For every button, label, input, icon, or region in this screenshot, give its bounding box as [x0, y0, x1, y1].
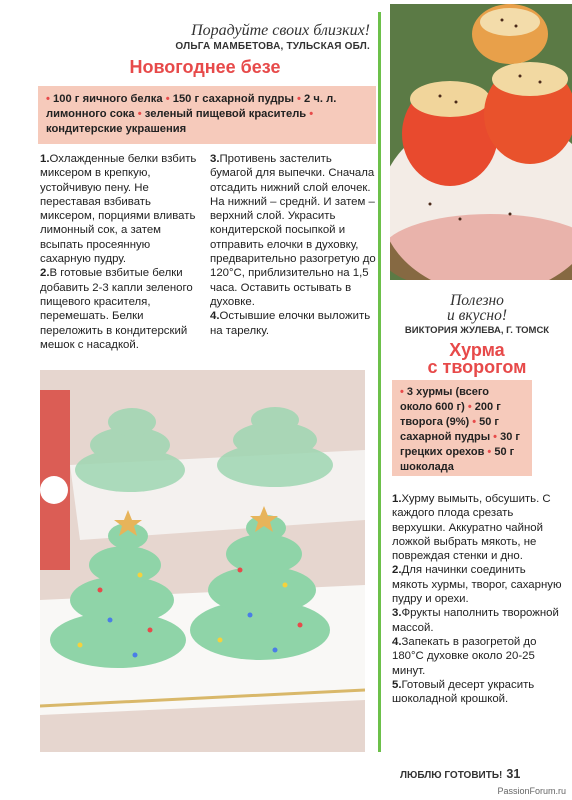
page-number: 31 — [506, 767, 521, 781]
step: 3.Фрукты наполнить творожной массой. — [392, 607, 559, 634]
ingredient: 3 хурмы (всего около 600 г) — [400, 386, 490, 413]
ingredient: 50 г шоколада — [400, 446, 515, 473]
left-tagline: Порадуйте своих близких! — [191, 22, 370, 39]
ingredient: 30 г грецких орехов — [400, 431, 520, 458]
ingredient: 50 г сахарной пудры — [400, 416, 500, 443]
right-recipe-title — [392, 342, 562, 376]
left-ingredients-box: • 100 г яичного белка • 150 г сахарной пудры • 2 ч. л. лимонного сока • зеленый пищевой краситель • кондитерские украшения — [38, 86, 376, 144]
left-steps-col1 — [40, 152, 202, 352]
column-divider — [378, 12, 381, 752]
title-line: с творогом — [427, 357, 527, 377]
ingredient: 150 г сахарной пудры — [172, 93, 294, 105]
step: 1.Хурму вымыть, обсушить. С каждого плода срезать верхушки. Аккуратно чайной ложкой выбрать мякоть, не повреждая стенки и дно. — [392, 493, 551, 563]
left-author: ОЛЬГА МАМБЕТОВА, ТУЛЬСКАЯ ОБЛ. — [175, 41, 370, 52]
left-recipe-title: Новогоднее безе — [129, 57, 281, 77]
step: 2.В готовые взбитые белки добавить 2-3 капли зеленого пищевого красителя, перемешать. Белки переложить в кондитерский мешок с насадкой. — [40, 267, 193, 351]
ingredient: кондитерские украшения — [46, 123, 187, 135]
left-recipe-intro — [40, 22, 370, 52]
ingredient: зеленый пищевой краситель — [144, 108, 307, 120]
step: 2.Для начинки соединить мякоть хурмы, творог, сахарную пудру и орехи. — [392, 564, 562, 606]
right-tagline-line1: Полезно — [450, 292, 504, 309]
step: 1.Охлажденные белки взбить миксером в крепкую, устойчивую пену. Не переставая взбивать миксером, порциями вливать лимонный сок, а затем всыпать просеянную сахарную пудру. — [40, 153, 197, 266]
step: 5.Готовый десерт украсить шоколадной крошкой. — [392, 678, 535, 706]
right-ingredients-box: • 3 хурмы (всего около 600 г) • 200 г творога (9%) • 50 г сахарной пудры • 30 г грецких орехов • 50 г шоколада — [392, 380, 532, 476]
ingredient: 100 г яичного белка — [53, 93, 163, 105]
ingredient: 2 ч. л. лимонного сока — [46, 93, 337, 120]
watermark: PassionForum.ru — [497, 786, 566, 796]
meringue-photo — [40, 370, 365, 752]
step: 4.Запекать в разогретой до 180°С духовке около 20-25 минут. — [392, 635, 537, 677]
right-steps — [392, 492, 564, 706]
right-recipe-intro — [392, 293, 562, 336]
left-steps-col2 — [210, 152, 376, 338]
persimmon-photo — [390, 4, 572, 280]
title-line: Хурма — [449, 340, 505, 360]
right-author: ВИКТОРИЯ ЖУЛЕВА, Г. ТОМСК — [404, 325, 550, 336]
step: 4.Остывшие елочки выложить на тарелку. — [210, 310, 371, 337]
page-footer — [400, 767, 520, 781]
magazine-name: ЛЮБЛЮ ГОТОВИТЬ! — [400, 770, 503, 781]
right-tagline-line2: и вкусно! — [447, 307, 507, 324]
ingredient: 200 г творога (9%) — [400, 401, 501, 428]
step: 3.Противень застелить бумагой для выпечки. Сначала отсадить нижний слой елочек. На нижний – среднй. И затем – верхний слой. Украсить кондитерской посыпкой и отправить елочки в духовку, предварительно разогретую до 120°С, приблизительно на 1,5 часа. Оставить остывать в духовке. — [210, 153, 376, 308]
